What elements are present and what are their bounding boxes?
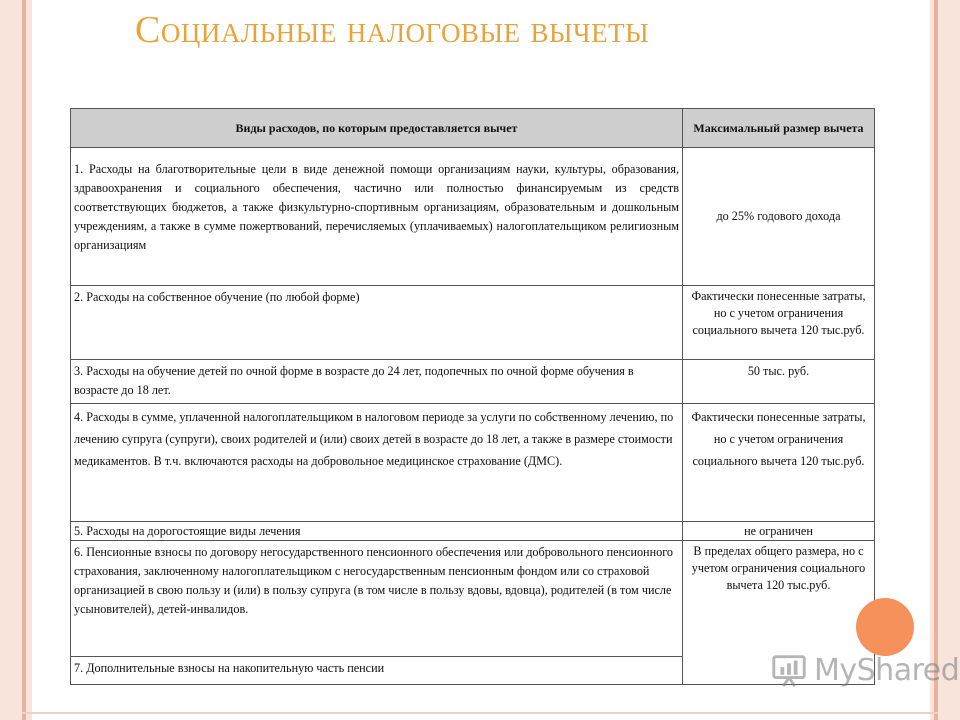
expense-cell: 1. Расходы на благотворительные цели в виде денежной помощи организациям науки, культуры, образования, здравоохранения и социального обеспечения, частично или полностью финансируемым из средств соответствующих бюджетов, а также физкультурно-спортивным организациям, образовательным и дошкольным учреждениям, а также в сумме пожертвований, перечисляемых (уплачиваемых) налогоплательщиком религиозным организациям: [71, 148, 683, 286]
max-deduction-cell: не ограничен: [683, 522, 875, 541]
max-deduction-cell: 50 тыс. руб.: [683, 360, 875, 404]
slide-frame-left: [0, 0, 32, 720]
max-deduction-cell: Фактически понесенные затраты, но с учетом ограничения социального вычета 120 тыс.руб.: [683, 286, 875, 360]
expense-cell: 2. Расходы на собственное обучение (по любой форме): [71, 286, 683, 360]
presentation-icon: [770, 651, 808, 689]
table-row: [71, 360, 875, 404]
expense-cell: 6. Пенсионные взносы по договору негосударственного пенсионного обеспечения или добровольного пенсионного страхования, заключенному налогоплательщиком с негосударственным пенсионным фондом или со страховой организацией в свою пользу и (или) в пользу супруга (в том числе в пользу вдовы, вдовца), родителей (в том числе усыновителей), детей-инвалидов.: [71, 541, 683, 657]
table-header-row: [71, 109, 875, 148]
expense-cell: 5. Расходы на дорогостоящие виды лечения: [71, 522, 683, 541]
table-row: [71, 286, 875, 360]
watermark-text: MyShared: [814, 652, 960, 688]
expense-cell: 4. Расходы в сумме, уплаченной налогоплательщиком в налоговом периоде за услуги по собственному лечению, по лечению супруга (супруги), своих родителей и (или) своих детей в возрасте до 18 лет, а также в размере стоимости медикаментов. В т.ч. включаются расходы на добровольное медицинское страхование (ДМС).: [71, 404, 683, 522]
header-max-deduction: Максимальный размер вычета: [683, 109, 875, 148]
slide-title: Социальные налоговые вычеты: [135, 9, 650, 51]
deductions-table: [70, 108, 875, 685]
table-row: [71, 541, 875, 657]
expense-cell: 3. Расходы на обучение детей по очной форме в возрасте до 24 лет, подопечных по очной форме обучения в возрасте до 18 лет.: [71, 360, 683, 404]
slide-frame-left-line: [22, 0, 26, 720]
table-row: [71, 148, 875, 286]
expense-cell: 7. Дополнительные взносы на накопительную часть пенсии: [71, 657, 683, 685]
max-deduction-cell: до 25% годового дохода: [683, 148, 875, 286]
decorative-orange-circle: [856, 598, 914, 656]
max-deduction-cell: Фактически понесенные затраты, но с учетом ограничения социального вычета 120 тыс.руб.: [683, 404, 875, 522]
slide-frame-right-line: [934, 0, 938, 720]
header-expense-type: Виды расходов, по которым предоставляется вычет: [71, 109, 683, 148]
slide-frame-bottom-line: [22, 712, 938, 714]
watermark: [770, 650, 959, 690]
max-deduction-cell: В пределах общего размера, но с учетом ограничения социального вычета 120 тыс.руб.: [683, 541, 875, 685]
table-row: [71, 522, 875, 541]
table-row: [71, 404, 875, 522]
